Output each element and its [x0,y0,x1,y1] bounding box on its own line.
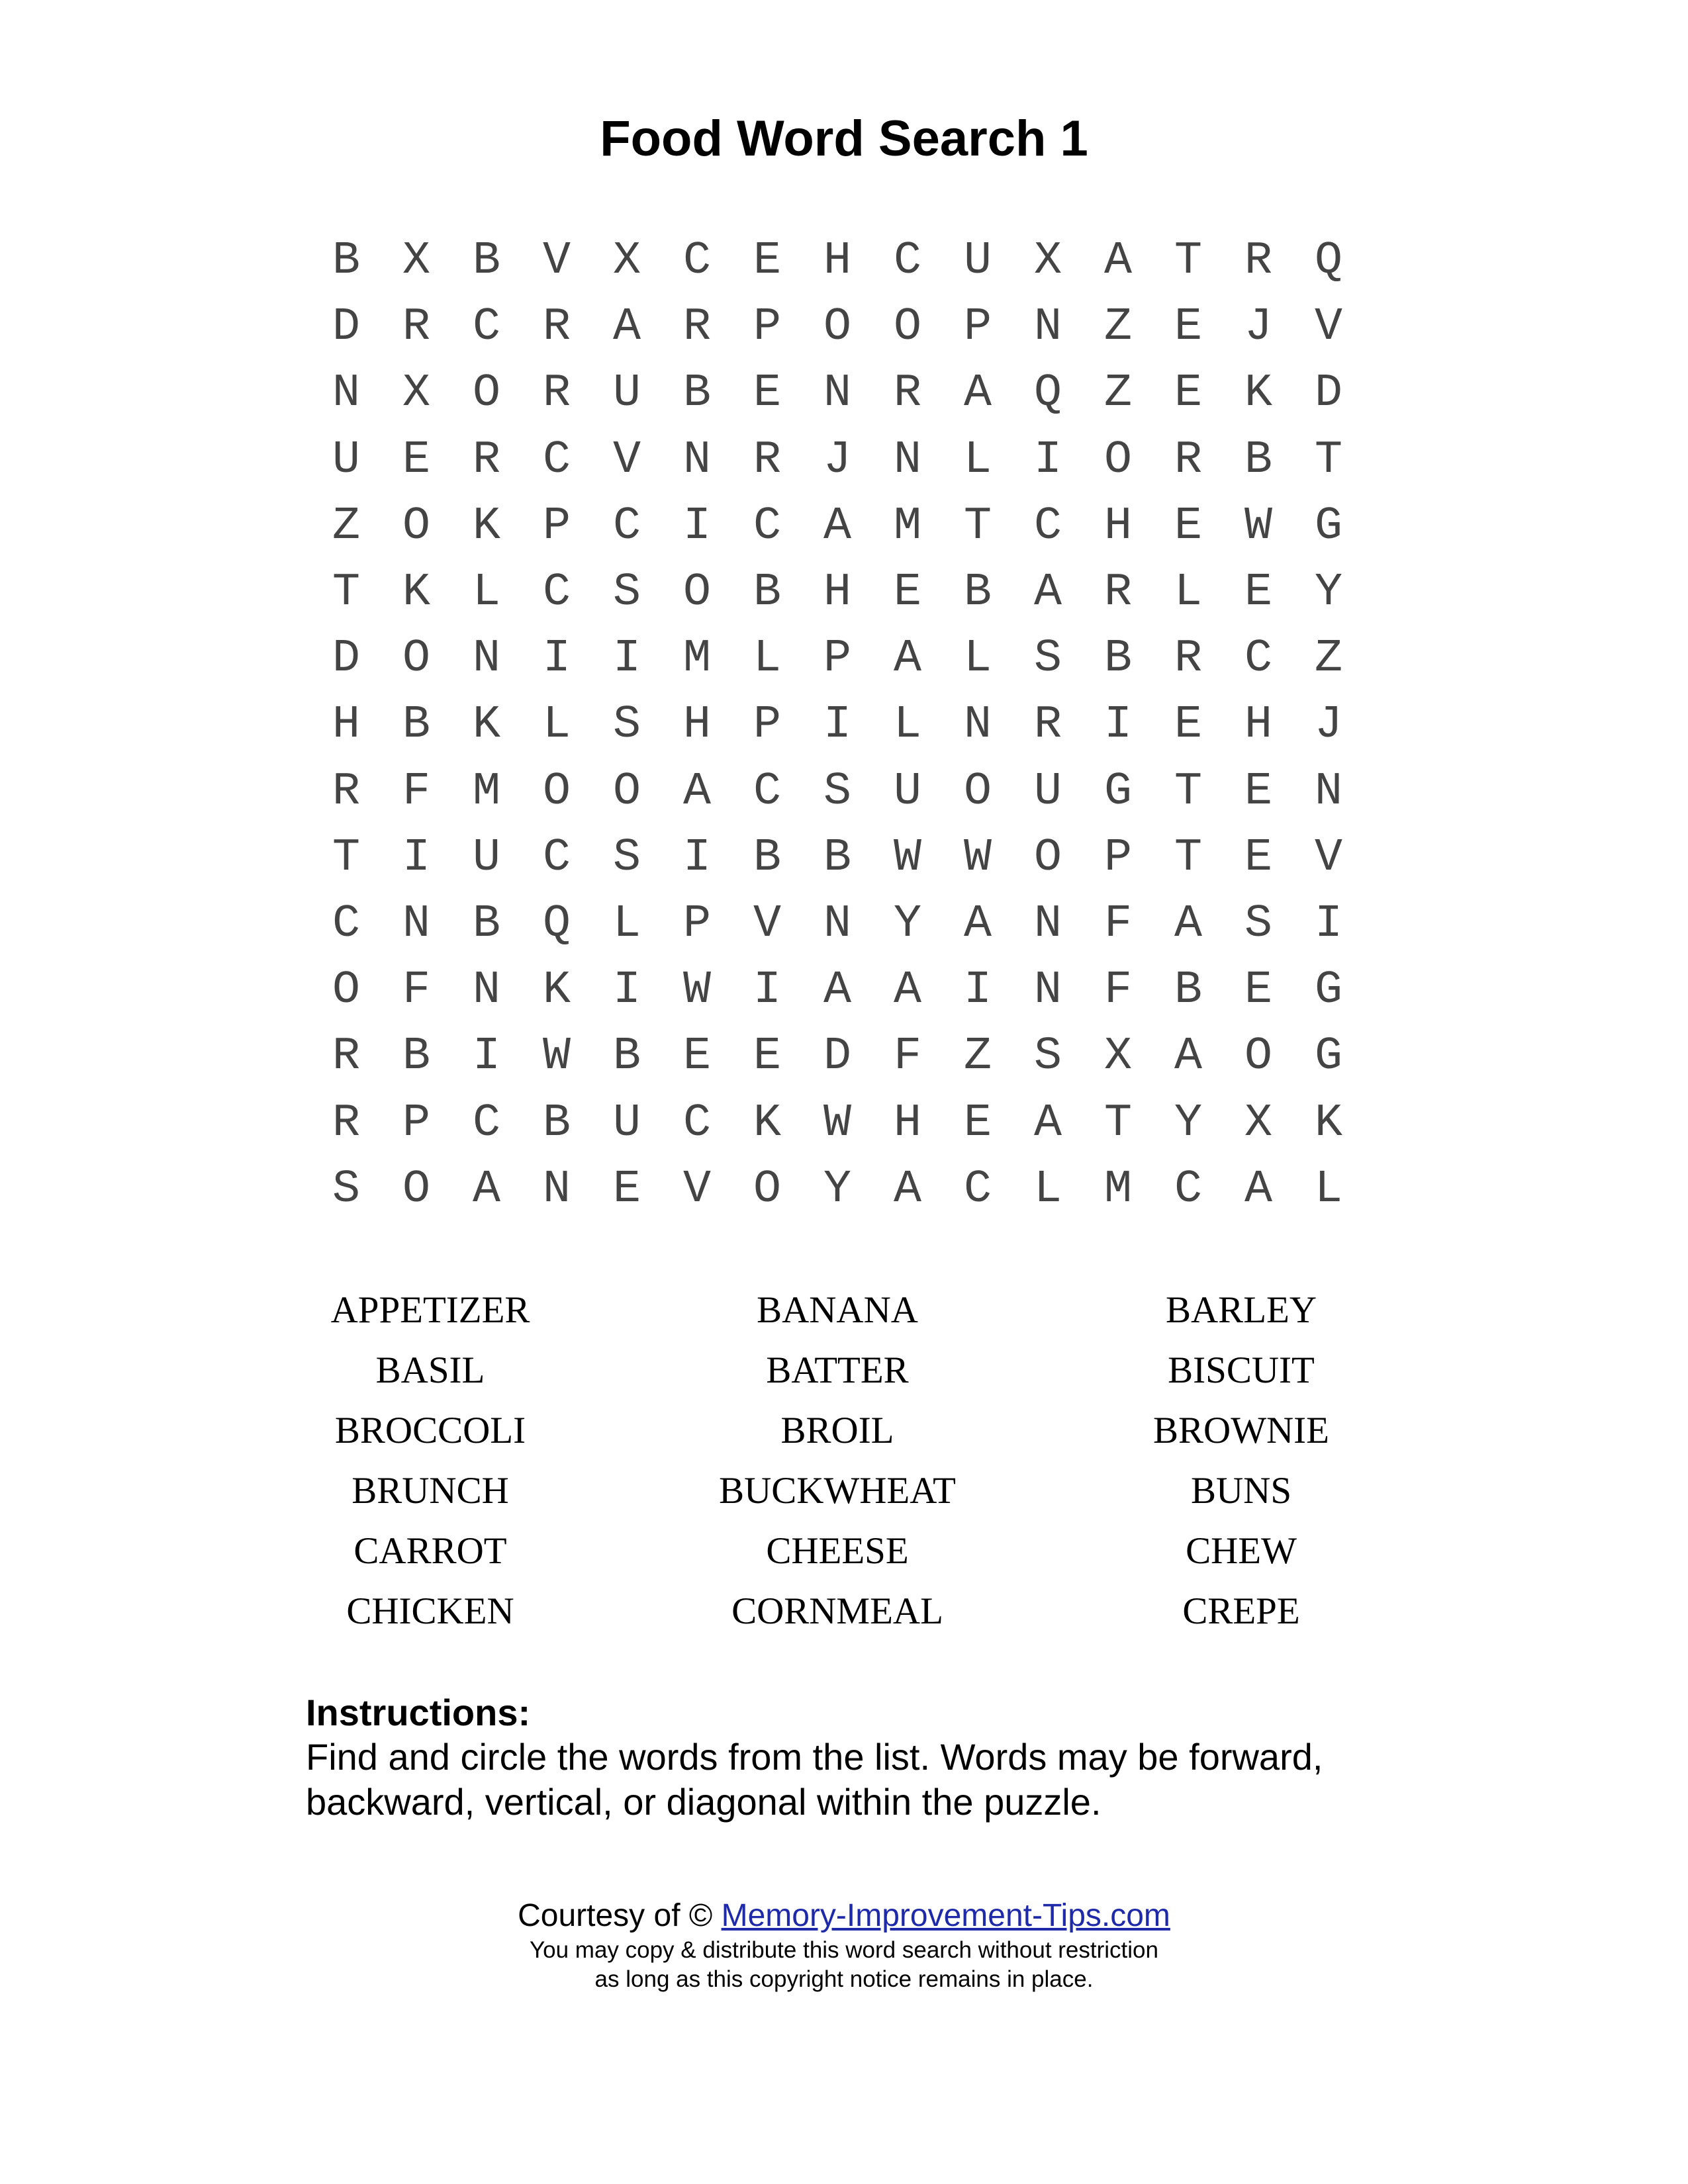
grid-letter: L [1033,1163,1062,1216]
grid-letter: O [753,1163,781,1216]
grid-letter: A [963,898,992,950]
grid-letter: E [1244,832,1272,884]
grid-letter: X [1103,1030,1132,1083]
grid-letter: K [753,1097,781,1150]
instructions-section [306,1691,1431,1825]
grid-letter: T [332,832,360,884]
grid-letter: U [963,235,992,287]
grid-letter: I [682,500,711,553]
word-list-item: BUNS [1190,1470,1292,1512]
grid-letter: L [753,633,781,685]
grid-letter: A [1174,1030,1202,1083]
grid-letter: C [682,235,711,287]
grid-letter: I [542,633,571,685]
grid-letter: O [472,367,500,420]
grid-letter: T [1174,235,1202,287]
grid-letter: R [682,301,711,353]
courtesy-line [0,1896,1688,1936]
grid-letter: Y [1314,567,1342,619]
grid-letter: A [682,766,711,818]
grid-letter: O [612,766,641,818]
grid-letter: U [472,832,500,884]
grid-letter: B [472,235,500,287]
grid-letter: Y [893,898,921,950]
grid-letter: R [332,1097,360,1150]
grid-letter: O [402,1163,430,1216]
grid-letter: O [542,766,571,818]
grid-letter: C [472,1097,500,1150]
grid-letter: B [823,832,851,884]
grid-letter: E [1174,301,1202,353]
grid-letter: K [402,567,430,619]
grid-letter: C [1174,1163,1202,1216]
grid-letter: E [402,434,430,486]
grid-letter: I [472,1030,500,1083]
word-list-item: BUCKWHEAT [719,1470,956,1512]
grid-letter: N [1033,964,1062,1017]
grid-letter: E [1244,964,1272,1017]
grid-letter: O [963,766,992,818]
grid-letter: C [612,500,641,553]
grid-letter: F [1103,898,1132,950]
grid-letter: D [332,633,360,685]
grid-letter: M [472,766,500,818]
grid-letter: R [402,301,430,353]
grid-letter: V [682,1163,711,1216]
grid-letter: R [472,434,500,486]
grid-letter: O [1103,434,1132,486]
grid-letter: R [1103,567,1132,619]
grid-letter: C [332,898,360,950]
grid-letter: B [1174,964,1202,1017]
grid-letter: L [612,898,641,950]
word-list-item: APPETIZER [330,1289,530,1331]
grid-letter: C [542,832,571,884]
word-list-item: BROWNIE [1153,1410,1329,1451]
grid-letter: R [332,766,360,818]
word-list-item: CREPE [1182,1590,1300,1632]
grid-letter: F [893,1030,921,1083]
grid-letter: Z [332,500,360,553]
copyright-notice-line-2: as long as this copyright notice remains in place. [594,1966,1094,1992]
word-list-item: CHEESE [766,1530,909,1572]
grid-letter: Z [1314,633,1342,685]
grid-letter: E [1174,699,1202,751]
grid-letter: A [612,301,641,353]
grid-letter: T [1174,766,1202,818]
grid-letter: I [963,964,992,1017]
grid-letter: A [1174,898,1202,950]
grid-letter: G [1314,1030,1342,1083]
grid-letter: W [823,1097,851,1150]
grid-letter: P [402,1097,430,1150]
grid-letter: Z [1103,367,1132,420]
grid-letter: D [332,301,360,353]
grid-letter: F [402,766,430,818]
grid-letter: I [402,832,430,884]
grid-letter: I [1314,898,1342,950]
grid-letter: C [542,434,571,486]
grid-letter: S [1244,898,1272,950]
word-list-item: BARLEY [1166,1289,1317,1331]
grid-letter: E [753,1030,781,1083]
grid-letter: P [682,898,711,950]
grid-letter: T [1103,1097,1132,1150]
grid-letter: K [1314,1097,1342,1150]
grid-letter: S [612,832,641,884]
grid-letter: E [1244,567,1272,619]
grid-letter: P [823,633,851,685]
grid-letter: L [1314,1163,1342,1216]
grid-letter: W [893,832,921,884]
grid-letter: C [893,235,921,287]
footer [0,1896,1688,1994]
grid-letter: O [402,633,430,685]
grid-letter: O [1033,832,1062,884]
instructions-heading: Instructions: [306,1692,531,1733]
grid-letter: S [823,766,851,818]
grid-letter: I [612,964,641,1017]
grid-letter: K [472,699,500,751]
word-list-item: CARROT [353,1530,507,1572]
word-list-item: BROCCOLI [334,1410,526,1451]
grid-letter: N [893,434,921,486]
grid-letter: R [332,1030,360,1083]
grid-letter: H [823,235,851,287]
grid-letter: H [893,1097,921,1150]
word-list-item: BROIL [780,1410,894,1451]
grid-letter: E [612,1163,641,1216]
grid-letter: X [612,235,641,287]
grid-letter: E [753,367,781,420]
grid-letter: C [963,1163,992,1216]
grid-letter: C [542,567,571,619]
grid-letter: N [682,434,711,486]
word-list-item: CHICKEN [346,1590,514,1632]
word-list-item: BISCUIT [1168,1349,1315,1391]
grid-letter: N [542,1163,571,1216]
page-title: Food Word Search 1 [600,111,1088,167]
grid-letter: M [893,500,921,553]
grid-letter: E [893,567,921,619]
grid-letter: L [1174,567,1202,619]
grid-letter: H [682,699,711,751]
grid-letter: S [1033,1030,1062,1083]
grid-letter: U [893,766,921,818]
grid-letter: C [472,301,500,353]
grid-letter: B [753,832,781,884]
grid-letter: U [612,1097,641,1150]
grid-letter: Q [1033,367,1062,420]
grid-letter: S [612,567,641,619]
word-list-item: BATTER [766,1349,909,1391]
grid-letter: K [472,500,500,553]
grid-letter: Z [1103,301,1132,353]
grid-letter: S [612,699,641,751]
grid-letter: A [823,964,851,1017]
grid-letter: J [1244,301,1272,353]
grid-letter: U [1033,766,1062,818]
grid-letter: P [753,301,781,353]
grid-letter: U [332,434,360,486]
grid-letter: O [893,301,921,353]
grid-letter: R [1033,699,1062,751]
grid-letter: B [753,567,781,619]
grid-letter: X [402,367,430,420]
grid-letter: A [1033,567,1062,619]
grid-letter: N [823,898,851,950]
grid-letter: N [963,699,992,751]
grid-letter: S [1033,633,1062,685]
grid-letter: R [1244,235,1272,287]
grid-letter: D [823,1030,851,1083]
word-list-item: CORNMEAL [731,1590,943,1632]
grid-letter: A [893,964,921,1017]
grid-letter: B [1244,434,1272,486]
grid-letter: O [682,567,711,619]
grid-letter: E [963,1097,992,1150]
grid-letter: G [1103,766,1132,818]
grid-letter: N [1033,301,1062,353]
grid-letter: K [542,964,571,1017]
grid-letter: C [1244,633,1272,685]
grid-letter: F [1103,964,1132,1017]
grid-letter: N [332,367,360,420]
grid-letter: E [1244,766,1272,818]
grid-letter: A [472,1163,500,1216]
grid-letter: B [682,367,711,420]
grid-letter: L [542,699,571,751]
grid-letter: E [1174,367,1202,420]
grid-letter: V [753,898,781,950]
grid-letter: Z [963,1030,992,1083]
grid-letter: R [542,367,571,420]
grid-letter: A [1244,1163,1272,1216]
grid-letter: B [542,1097,571,1150]
grid-letter: H [1244,699,1272,751]
grid-letter: B [612,1030,641,1083]
grid-letter: B [332,235,360,287]
grid-letter: E [1174,500,1202,553]
grid-letter: H [332,699,360,751]
grid-letter: L [963,633,992,685]
grid-letter: W [682,964,711,1017]
grid-letter: C [1033,500,1062,553]
grid-letter: L [963,434,992,486]
grid-letter: C [682,1097,711,1150]
grid-letter: Y [1174,1097,1202,1150]
grid-letter: I [1033,434,1062,486]
grid-letter: B [963,567,992,619]
word-list-item: BASIL [375,1349,485,1391]
grid-letter: I [753,964,781,1017]
grid-letter: R [893,367,921,420]
grid-letter: W [542,1030,571,1083]
grid-letter: L [472,567,500,619]
grid-letter: N [1033,898,1062,950]
grid-letter: U [612,367,641,420]
grid-letter: V [612,434,641,486]
grid-letter: I [1103,699,1132,751]
grid-letter: F [402,964,430,1017]
grid-letter: I [612,633,641,685]
instructions-text: Find and circle the words from the list. Words may be forward, backward, vertical, or diagonal within the puzzle. [306,1736,1323,1823]
grid-letter: R [1174,434,1202,486]
grid-letter: O [332,964,360,1017]
grid-letter: P [542,500,571,553]
grid-letter: N [823,367,851,420]
grid-letter: X [1033,235,1062,287]
grid-letter: L [893,699,921,751]
grid-letter: B [1103,633,1132,685]
grid-letter: A [823,500,851,553]
courtesy-prefix: Courtesy of © [518,1898,713,1933]
grid-letter: M [682,633,711,685]
grid-letter: B [402,1030,430,1083]
grid-letter: O [402,500,430,553]
grid-letter: A [893,633,921,685]
word-list-item: BANANA [757,1289,918,1331]
grid-letter: N [1314,766,1342,818]
grid-letter: G [1314,964,1342,1017]
grid-letter: N [472,964,500,1017]
grid-letter: V [1314,301,1342,353]
grid-letter: J [823,434,851,486]
word-list-item: CHEW [1186,1530,1297,1572]
grid-letter: G [1314,500,1342,553]
word-list-item: BRUNCH [352,1470,509,1512]
grid-letter: B [402,699,430,751]
grid-letter: H [1103,500,1132,553]
grid-letter: M [1103,1163,1132,1216]
grid-letter: T [1314,434,1342,486]
grid-letter: N [402,898,430,950]
site-link[interactable]: Memory-Improvement-Tips.com [721,1898,1170,1933]
grid-letter: B [472,898,500,950]
grid-letter: X [402,235,430,287]
grid-letter: A [1033,1097,1062,1150]
grid-letter: I [682,832,711,884]
grid-letter: N [472,633,500,685]
grid-letter: P [1103,832,1132,884]
grid-letter: V [542,235,571,287]
grid-letter: K [1244,367,1272,420]
grid-letter: R [1174,633,1202,685]
grid-letter: E [753,235,781,287]
grid-letter: W [963,832,992,884]
grid-letter: D [1314,367,1342,420]
grid-letter: A [1103,235,1132,287]
grid-letter: E [682,1030,711,1083]
grid-letter: T [963,500,992,553]
grid-letter: C [753,766,781,818]
grid-letter: R [542,301,571,353]
grid-letter: C [753,500,781,553]
copyright-notice-line-1: You may copy & distribute this word search without restriction [530,1937,1158,1963]
grid-letter: S [332,1163,360,1216]
grid-letter: O [1244,1030,1272,1083]
grid-letter: Q [542,898,571,950]
grid-letter: P [753,699,781,751]
grid-letter: R [753,434,781,486]
grid-letter: T [1174,832,1202,884]
grid-letter: A [963,367,992,420]
grid-letter: Y [823,1163,851,1216]
grid-letter: T [332,567,360,619]
grid-letter: O [823,301,851,353]
grid-letter: H [823,567,851,619]
grid-letter: X [1244,1097,1272,1150]
grid-letter: A [893,1163,921,1216]
grid-letter: V [1314,832,1342,884]
grid-letter: I [823,699,851,751]
grid-letter: J [1314,699,1342,751]
grid-letter: Q [1314,235,1342,287]
grid-letter: W [1244,500,1272,553]
grid-letter: P [963,301,992,353]
